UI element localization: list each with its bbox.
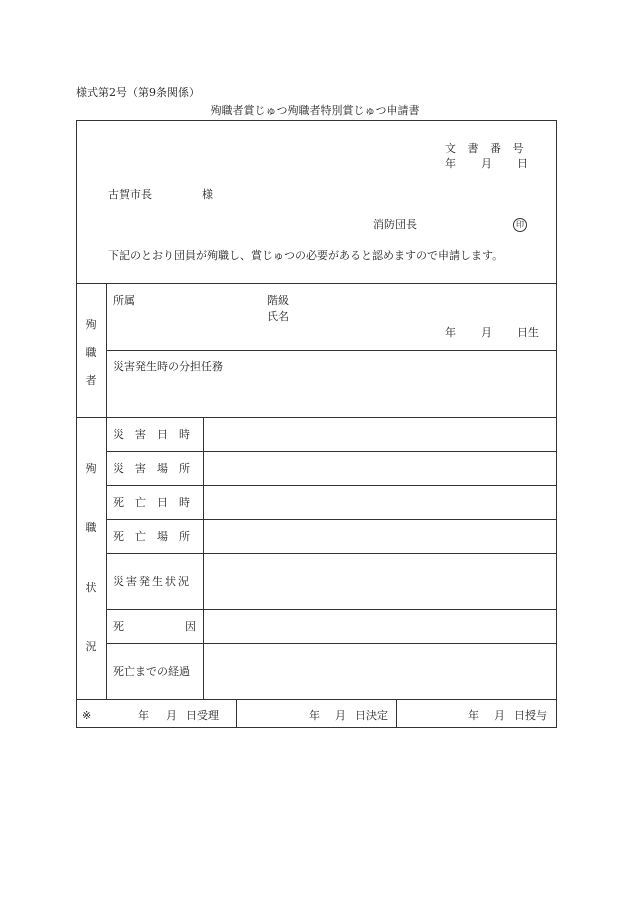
deceased-section-char-2: 職 xyxy=(85,346,97,359)
received-year: 年 xyxy=(138,709,149,722)
footer-mark: ※ xyxy=(82,709,92,722)
rank-label: 階級 xyxy=(267,294,289,307)
date-day: 日 xyxy=(517,157,528,170)
applicant: 消防団長 xyxy=(373,218,417,231)
decided-month: 月 xyxy=(335,709,346,722)
circumstance-section-char-1: 殉 xyxy=(85,462,97,475)
footer-divider-2 xyxy=(396,699,397,728)
form-frame xyxy=(76,120,557,728)
decided-day: 日決定 xyxy=(355,709,388,722)
seal-mark xyxy=(513,217,527,232)
divider-header xyxy=(76,283,557,284)
deceased-section-char-1: 殉 xyxy=(85,318,97,331)
application-statement: 下記のとおり団員が殉職し、賞じゅつの必要があると認めますので申請します。 xyxy=(108,249,504,262)
divider-deceased-inner xyxy=(106,350,557,351)
row-label-cause-of-death: 死因 xyxy=(113,620,257,633)
divider-deceased xyxy=(76,417,557,418)
date-year: 年 xyxy=(445,157,456,170)
row-line-2 xyxy=(106,485,557,486)
received-month: 月 xyxy=(166,709,177,722)
name-label: 氏名 xyxy=(267,310,289,323)
addressee-honorific: 様 xyxy=(202,188,213,201)
row-label-death-datetime: 死亡日時 xyxy=(113,496,201,509)
received-day: 日受理 xyxy=(186,709,219,722)
addressee: 古賀市長 xyxy=(108,188,152,201)
row-label-course-until-death: 死亡までの経過 xyxy=(113,665,190,678)
divider-footer xyxy=(76,699,557,700)
section-label-column xyxy=(106,283,107,699)
form-title: 殉職者賞じゅつ殉職者特別賞じゅつ申請書 xyxy=(210,104,420,117)
duty-label: 災害発生時の分担任務 xyxy=(113,360,223,373)
row-label-death-place: 死亡場所 xyxy=(113,530,201,543)
decided-year: 年 xyxy=(309,709,320,722)
row-label-column xyxy=(203,417,204,699)
seal-icon: 印 xyxy=(513,218,527,232)
row-line-5 xyxy=(106,609,557,610)
circumstance-section-char-3: 状 xyxy=(85,581,97,594)
affiliation-label: 所属 xyxy=(113,294,135,307)
deceased-section-char-3: 者 xyxy=(85,374,97,387)
birth-month: 月 xyxy=(481,326,492,339)
row-line-4 xyxy=(106,553,557,554)
row-line-1 xyxy=(106,451,557,452)
row-label-disaster-datetime: 災害日時 xyxy=(113,428,201,441)
row-label-disaster-place: 災害場所 xyxy=(113,462,201,475)
form-number: 様式第2号（第9条関係） xyxy=(76,86,200,99)
doc-number-label: 文 書 番 号 xyxy=(445,142,528,155)
birth-year: 年 xyxy=(445,326,456,339)
row-line-6 xyxy=(106,643,557,644)
date-month: 月 xyxy=(481,157,492,170)
footer-divider-1 xyxy=(236,699,237,728)
awarded-month: 月 xyxy=(494,709,505,722)
row-line-3 xyxy=(106,519,557,520)
circumstance-section-char-2: 職 xyxy=(85,521,97,534)
row-label-disaster-situation: 災害発生状況 xyxy=(113,575,191,588)
birth-day: 日生 xyxy=(517,326,539,339)
awarded-day: 日授与 xyxy=(514,709,547,722)
awarded-year: 年 xyxy=(468,709,479,722)
circumstance-section-char-4: 況 xyxy=(85,640,97,653)
